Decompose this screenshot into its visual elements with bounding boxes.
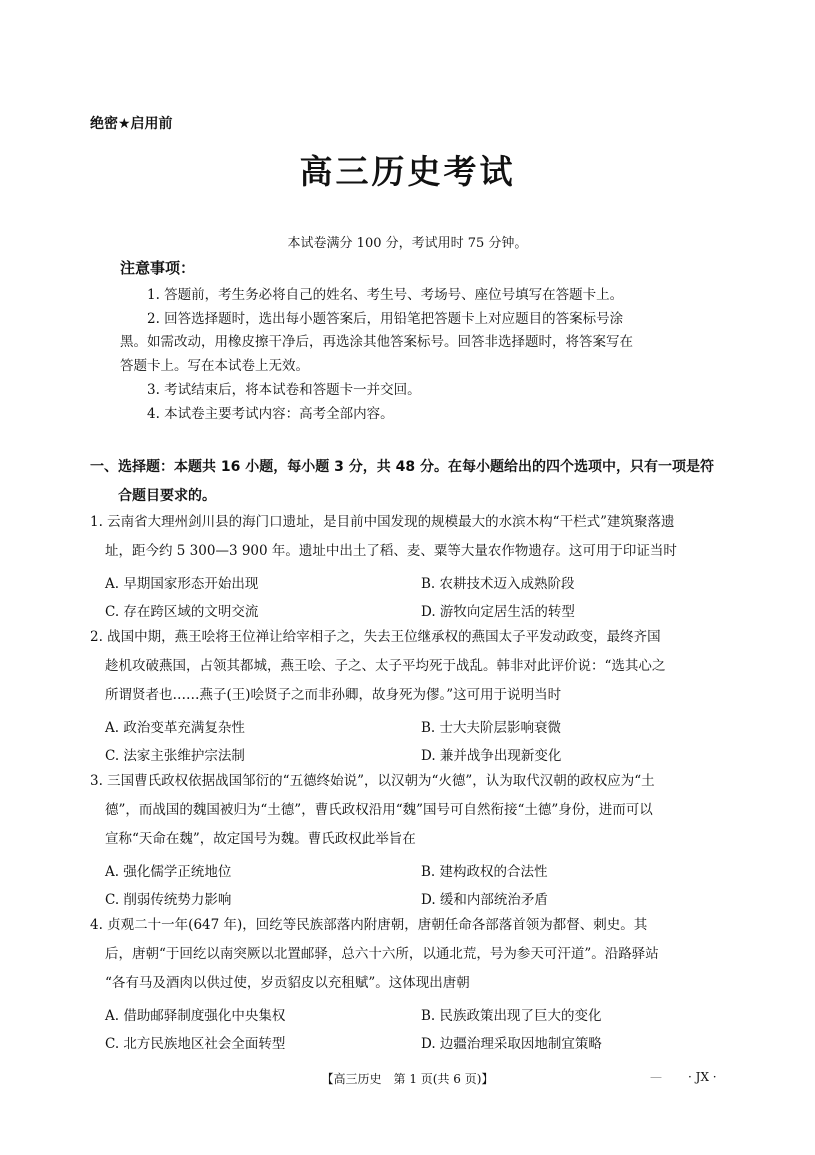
option-b: B. 农耕技术迈入成熟阶段	[421, 576, 575, 592]
note-line: 2. 回答选择题时，选出每小题答案后，用铅笔把答题卡上对应题目的答案标号涂	[147, 311, 624, 327]
option-d: D. 游牧向定居生活的转型	[421, 604, 575, 620]
option-d: D. 缓和内部统治矛盾	[421, 892, 548, 908]
question-3-stem: 3. 三国曹氏政权依据战国邹衍的“五德终始说”，以汉朝为“火德”，认为取代汉朝的政权应为“土	[90, 773, 655, 789]
question-3-stem: 宣称“天命在魏”，故定国号为魏。曹氏政权此举旨在	[105, 831, 416, 847]
option-d: D. 兼并战争出现新变化	[421, 748, 562, 764]
option-a: A. 借助邮驿制度强化中央集权	[105, 1008, 286, 1024]
note-line: 4. 本试卷主要考试内容：高考全部内容。	[147, 406, 394, 422]
option-c: C. 法家主张维护宗法制	[105, 748, 245, 764]
option-a: A. 强化儒学正统地位	[105, 864, 232, 880]
page-title: 高三历史考试	[299, 152, 516, 191]
exam-info: 本试卷满分 100 分，考试用时 75 分钟。	[287, 236, 528, 251]
footer-mark: · JX ·	[688, 1070, 717, 1084]
question-1-stem: 1. 云南省大理州剑川县的海门口遗址，是目前中国发现的规模最大的水滨木构“干栏式”建筑聚落遗	[90, 514, 675, 530]
question-2-stem: 2. 战国中期，燕王哙将王位禅让给宰相子之，失去王位继承权的燕国太子平发动政变，最终齐国	[90, 629, 661, 645]
option-a: A. 早期国家形态开始出现	[105, 576, 259, 592]
question-2-stem: 所谓贤者也……燕子(王)哙贤子之而非孙卿，故身死为僇。”这可用于说明当时	[105, 687, 562, 703]
option-c: C. 北方民族地区社会全面转型	[105, 1036, 286, 1052]
question-1-stem: 址，距今约 5 300—3 900 年。遗址中出土了稻、麦、粟等大量农作物遗存。这可用于印证当时	[105, 543, 677, 559]
page-footer: 【高三历史 第 1 页(共 6 页)】	[321, 1072, 494, 1086]
section-heading: 一、选择题：本题共 16 小题，每小题 3 分，共 48 分。在每小题给出的四个选项中，只有一项是符	[90, 459, 714, 475]
section-heading-cont: 合题目要求的。	[118, 488, 216, 504]
option-c: C. 存在跨区域的文明交流	[105, 604, 259, 620]
option-d: D. 边疆治理采取因地制宜策略	[421, 1036, 602, 1052]
question-2-stem: 趁机攻破燕国，占领其都城，燕王哙、子之、太子平均死于战乱。韩非对此评价说：“选其心之	[105, 658, 666, 674]
notes-heading: 注意事项：	[120, 259, 196, 277]
note-line: 答题卡上。写在本试卷上无效。	[120, 358, 309, 374]
footer-dash: —	[650, 1070, 662, 1084]
option-b: B. 士大夫阶层影响衰微	[421, 720, 562, 736]
note-line: 黑。如需改动，用橡皮擦干净后，再选涂其他答案标号。回答非选择题时，将答案写在	[120, 334, 633, 350]
option-c: C. 削弱传统势力影响	[105, 892, 232, 908]
question-4-stem: 4. 贞观二十一年(647 年)，回纥等民族部落内附唐朝，唐朝任命各部落首领为都督、刺史。其	[90, 917, 648, 933]
note-line: 1. 答题前，考生务必将自己的姓名、考生号、考场号、座位号填写在答题卡上。	[147, 287, 624, 303]
question-4-stem: “各有马及酒肉以供过使，岁贡貂皮以充租赋”。这体现出唐朝	[105, 975, 470, 991]
option-b: B. 建构政权的合法性	[421, 864, 548, 880]
question-3-stem: 德”，而战国的魏国被归为“土德”，曹氏政权沿用“魏”国号可自然衔接“土德”身份，进而可以	[105, 802, 653, 818]
note-line: 3. 考试结束后，将本试卷和答题卡一并交回。	[147, 382, 421, 398]
question-4-stem: 后，唐朝“于回纥以南突厥以北置邮驿，总六十六所，以通北荒，号为参天可汗道”。沿路驿站	[105, 946, 659, 962]
option-b: B. 民族政策出现了巨大的变化	[421, 1008, 602, 1024]
confidential-label: 绝密★启用前	[90, 116, 173, 132]
option-a: A. 政治变革充满复杂性	[105, 720, 245, 736]
